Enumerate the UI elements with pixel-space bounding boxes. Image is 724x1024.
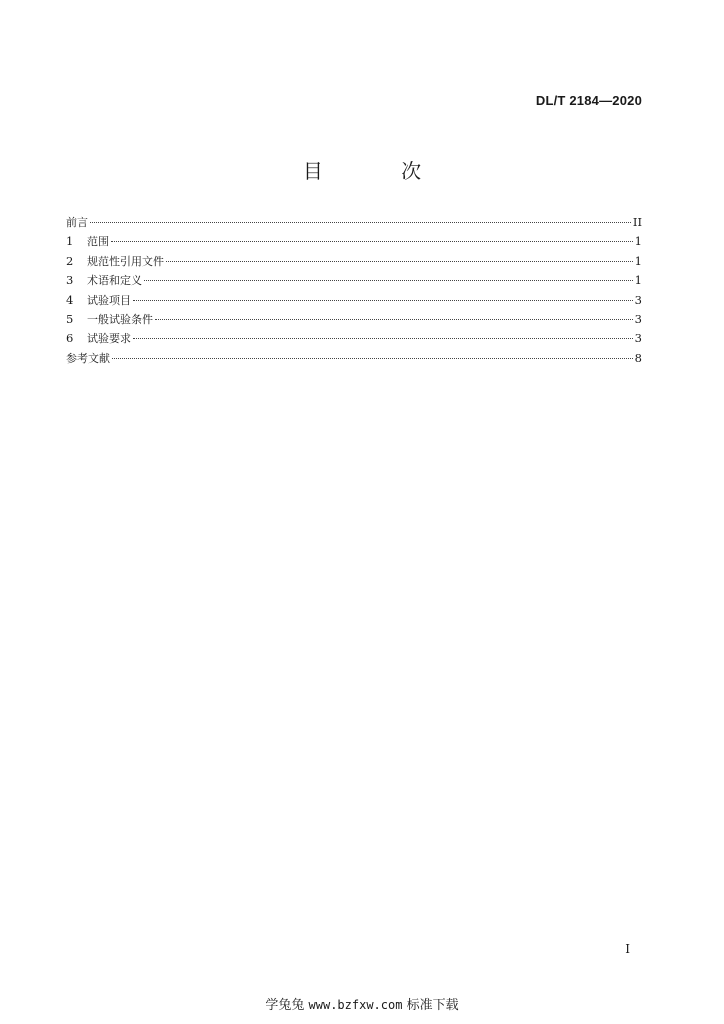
toc-dot-leader bbox=[166, 261, 633, 262]
page-number: I bbox=[625, 942, 630, 956]
toc-dot-leader bbox=[133, 338, 633, 339]
toc-entry[interactable] bbox=[66, 329, 642, 348]
toc-entry[interactable] bbox=[66, 271, 642, 290]
toc-entry[interactable] bbox=[66, 310, 642, 329]
toc-entry[interactable] bbox=[66, 252, 642, 271]
toc-dot-leader bbox=[90, 222, 631, 223]
toc-entry-label: 术语和定义 bbox=[87, 274, 142, 288]
toc-entry[interactable] bbox=[66, 291, 642, 310]
page-title: 目 次 bbox=[302, 159, 458, 183]
toc-entry-page: 1 bbox=[634, 234, 642, 249]
toc-entry-number: 1 bbox=[66, 234, 74, 249]
toc-entry-number: 6 bbox=[66, 331, 74, 346]
toc-entry-label: 规范性引用文件 bbox=[87, 254, 164, 268]
footer-url[interactable]: www.bzfxw.com bbox=[308, 998, 403, 1012]
toc-entry-page: 3 bbox=[634, 331, 642, 346]
toc-entry-page: 3 bbox=[634, 311, 642, 326]
toc-entry-page: II bbox=[632, 215, 642, 229]
toc-entry-label: 前言 bbox=[66, 216, 88, 229]
toc-entry[interactable] bbox=[66, 232, 642, 251]
toc-entry-number: 5 bbox=[66, 311, 74, 326]
toc-dot-leader bbox=[144, 280, 633, 281]
toc-entry-number: 4 bbox=[66, 292, 74, 307]
table-of-contents bbox=[66, 213, 642, 368]
toc-entry-page: 3 bbox=[634, 292, 642, 307]
toc-entry[interactable] bbox=[66, 213, 642, 232]
toc-entry-page: 8 bbox=[634, 350, 642, 365]
standard-code: DL/T 2184—2020 bbox=[535, 93, 642, 108]
toc-entry-number: 2 bbox=[66, 253, 74, 268]
toc-dot-leader bbox=[133, 300, 633, 301]
toc-entry-label: 范围 bbox=[87, 235, 109, 249]
toc-entry[interactable] bbox=[66, 349, 642, 368]
toc-entry-number: 3 bbox=[66, 273, 74, 288]
toc-entry-page: 1 bbox=[634, 273, 642, 288]
toc-dot-leader bbox=[155, 319, 633, 320]
toc-entry-label: 参考文献 bbox=[66, 351, 110, 365]
toc-entry-label: 试验要求 bbox=[87, 332, 131, 346]
toc-entry-label: 试验项目 bbox=[87, 293, 131, 307]
footer bbox=[0, 994, 724, 1013]
footer-tagline: 标准下载 bbox=[406, 998, 459, 1013]
toc-entry-label: 一般试验条件 bbox=[87, 312, 153, 326]
footer-site-name: 学兔兔 bbox=[265, 998, 305, 1013]
toc-entry-page: 1 bbox=[634, 253, 642, 268]
toc-dot-leader bbox=[112, 358, 633, 359]
toc-dot-leader bbox=[111, 241, 633, 242]
